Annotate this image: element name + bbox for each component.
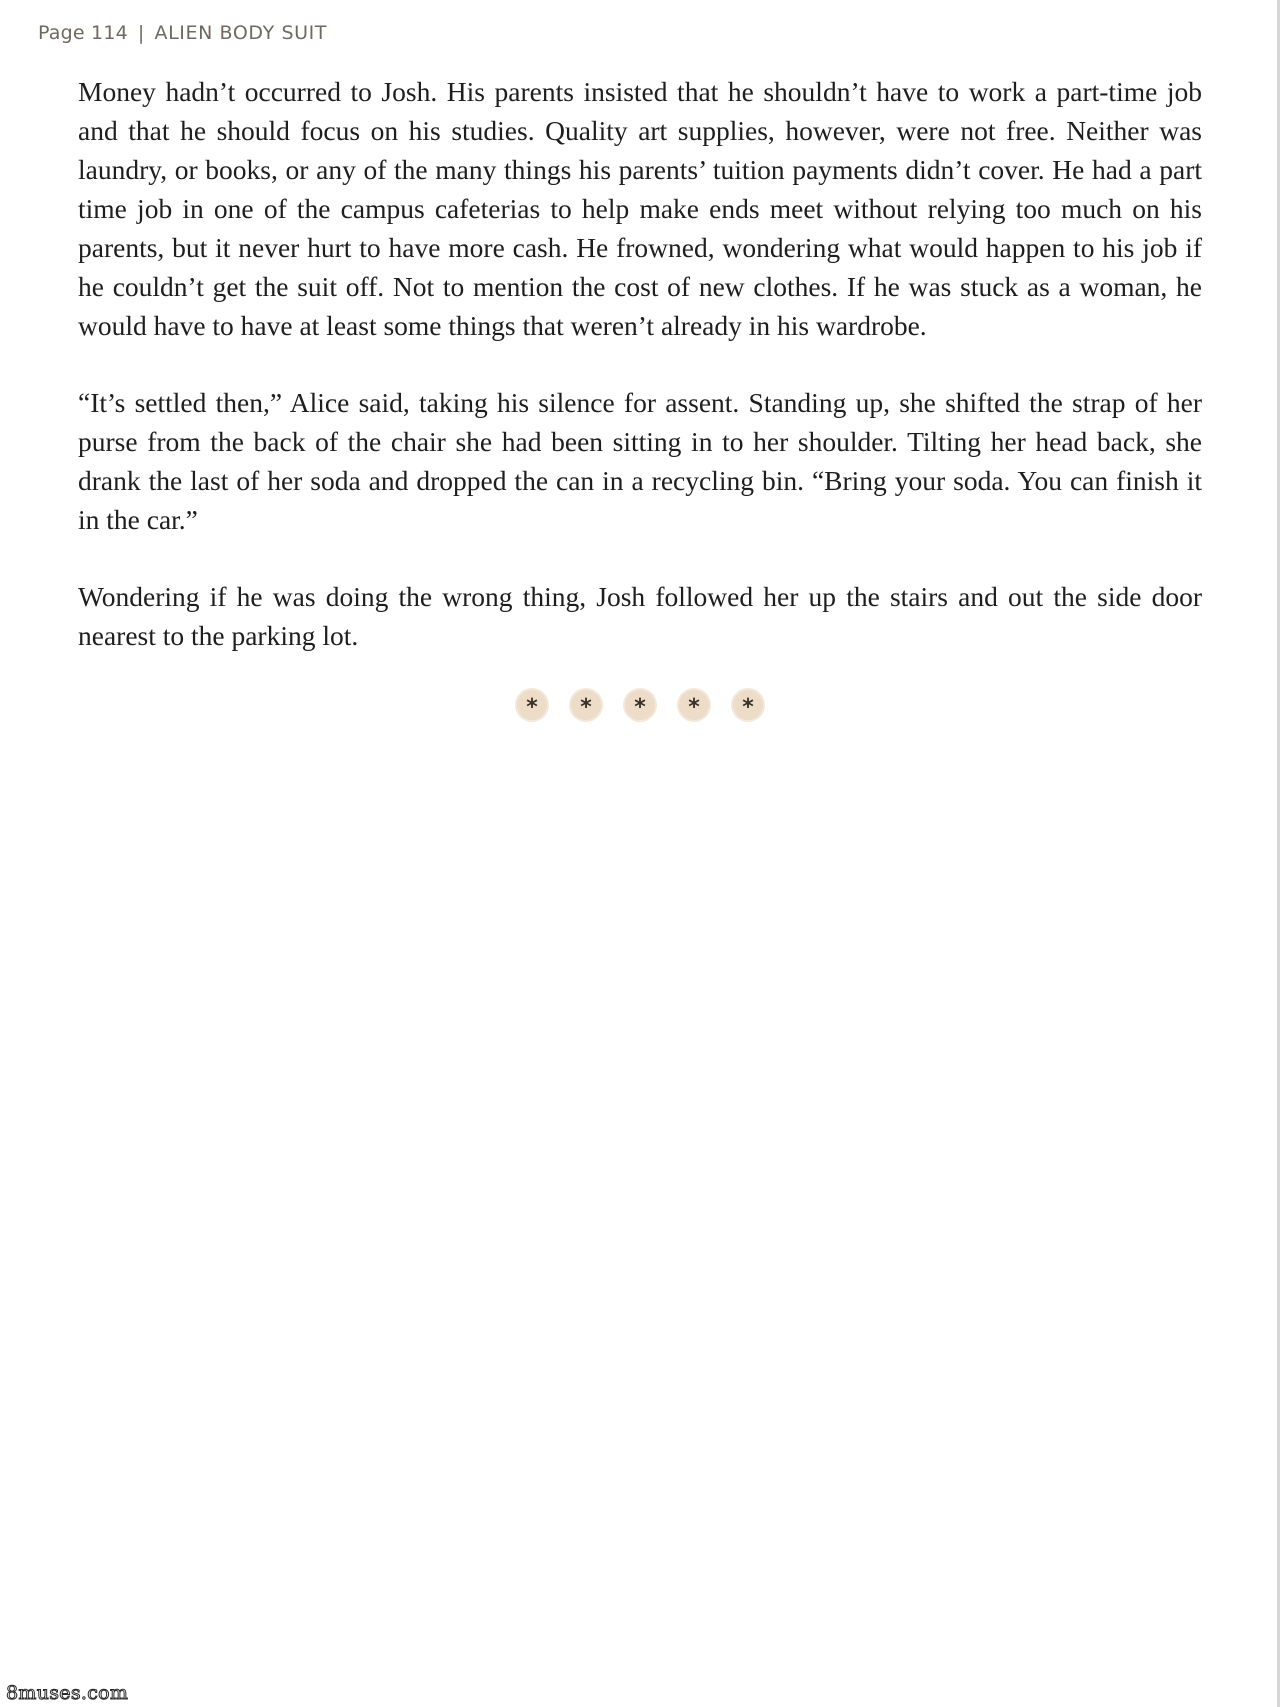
paragraph: “It’s settled then,” Alice said, taking his silence for assent. Standing up, she shifted the strap of her purse from the back of the chair she had been sitting in to her shoulder. Tilting her head back, she drank the last of her soda and dropped the can in a recycling bin. “Bring your soda. You can finish it in the car.” — [78, 387, 1202, 535]
watermark: 8muses.com — [6, 1682, 129, 1704]
paragraph: Money hadn’t occurred to Josh. His parents insisted that he shouldn’t have to work a part-time job and that he should focus on his studies. Quality art supplies, however, were not free. Neither was laundry, or books, or any of the many things his parents’ tuition payments didn’t cover. He had a part time job in one of the campus cafeterias to help make ends meet without relying too much on his parents, but it never hurt to have more cash. He frowned, wondering what would happen to his job if he couldn’t get the suit off. Not to mention the cost of new clothes. If he was stuck as a woman, he would have to have at least some things that weren’t already in his wardrobe. — [78, 76, 1202, 341]
body-text — [78, 72, 1202, 693]
running-header — [38, 22, 327, 44]
scene-break — [0, 690, 1280, 720]
asterisk-ornament-icon: * — [733, 690, 763, 720]
header-separator: | — [137, 22, 145, 44]
asterisk-ornament-icon: * — [679, 690, 709, 720]
asterisk-ornament-icon: * — [625, 690, 655, 720]
book-title: ALIEN BODY SUIT — [154, 22, 328, 44]
paragraph: Wondering if he was doing the wrong thing, Josh followed her up the stairs and out the side door nearest to the parking lot. — [78, 581, 1202, 651]
page-number: Page 114 — [38, 22, 128, 44]
asterisk-ornament-icon: * — [571, 690, 601, 720]
asterisk-ornament-icon: * — [517, 690, 547, 720]
